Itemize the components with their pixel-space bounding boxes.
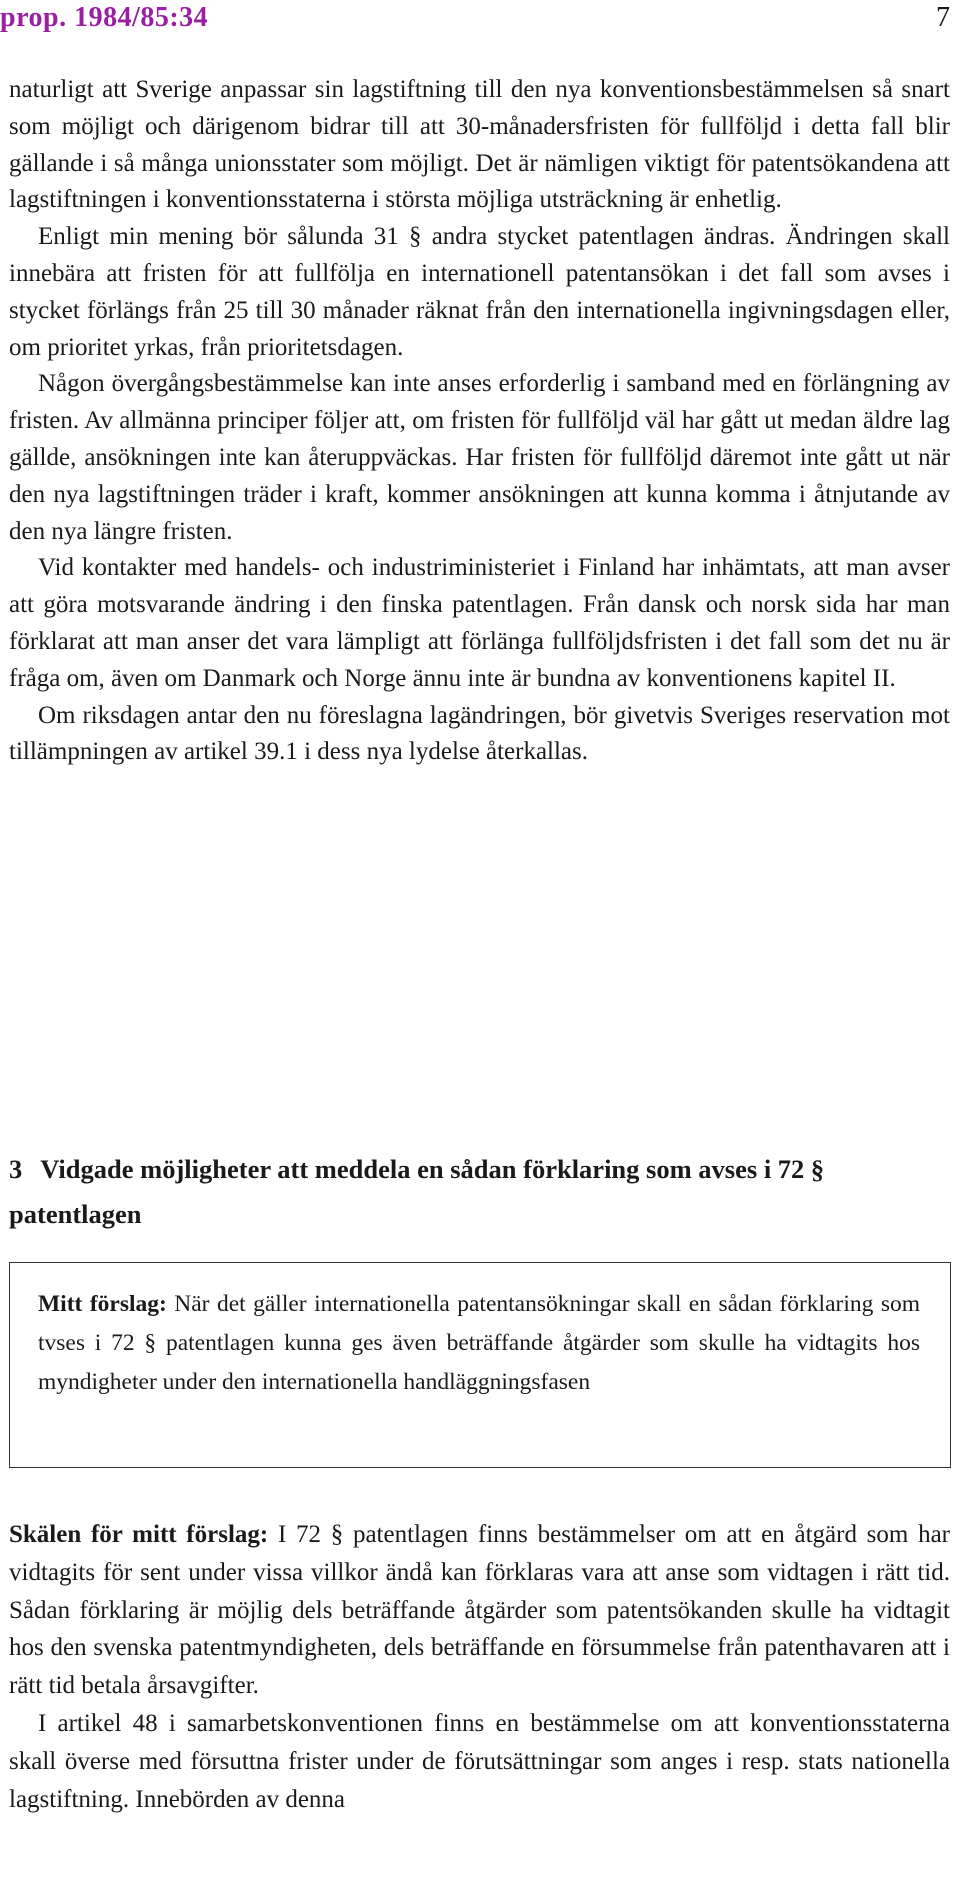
paragraph: naturligt att Sverige anpassar sin lagstiftning till den nya konventionsbestämmelsen så snart som möjligt och därigenom bidrar till att 30-månadersfristen för fullföljd i detta fall blir gällande i så många unionsstater som möjligt. Det är nämligen viktigt för patentsökandena att lagstiftningen i konventionsstaterna i största möjliga utsträckning är enhetlig. [9, 76, 950, 214]
paragraph: Enligt min mening bör sålunda 31 § andra stycket patentlagen ändras. Ändringen skall innebära att fristen för att fullfölja en internationell patentansökan i det fall som avses i stycket förlängs från 25 till 30 månader räknat från den internationella ingivningsdagen eller, om prioritet yrkas, från prioritetsdagen. [9, 223, 950, 361]
paragraph: Någon övergångsbestämmelse kan inte anses erforderlig i samband med en förlängning av fristen. Av allmänna principer följer att, om fristen för fullföljd väl har gått ut medan äldre lag gällde, ansökningen inte kan återuppväckas. Har fristen för fullföljd däremot inte gått ut när den nya lagstiftningen träder i kraft, kommer ansökningen att kunna komma i åtnjutande av den nya längre fristen. [9, 370, 950, 545]
reasons-paragraph: I artikel 48 i samarbetskonventionen finns en bestämmelse om att konventionsstaterna skall överse med försuttna frister under de förutsättningar som anges i resp. stats nationella lagstiftning. Innebörden av denna [9, 1709, 950, 1813]
reasons-label: Skälen för mitt förslag: [9, 1521, 269, 1548]
section-number: 3 [9, 1154, 23, 1184]
document-reference: prop. 1984/85:34 [0, 2, 209, 33]
section-heading [9, 1147, 939, 1237]
section-title: Vidgade möjligheter att meddela en sådan förklaring som avses i 72 § patentlagen [9, 1154, 825, 1229]
proposal-box [9, 1262, 951, 1468]
page-header [0, 2, 960, 42]
paragraph: Om riksdagen antar den nu föreslagna lagändringen, bör givetvis Sveriges reservation mot tillämpningen av artikel 39.1 i dess nya lydelse återkallas. [9, 701, 950, 766]
proposal-label: Mitt förslag: [38, 1291, 167, 1317]
page-number: 7 [936, 2, 950, 33]
reasons-text: I 72 § patentlagen finns bestämmelser om att en åtgärd som har vidtagits för sent under vissa villkor ändå kan förklaras vara att anse som vidtagen i rätt tid. Sådan förklaring är möjlig dels beträffande åtgärder som patentsökanden skulle ha vidtagit hos den svenska patentmyndigheten, dels beträffande en försummelse från patenthavaren att i rätt tid betala årsavgifter. [9, 1521, 950, 1700]
body-text [9, 72, 950, 771]
proposal-text: När det gäller internationella patentansökningar skall en sådan förklaring som tvses i 72 § patentlagen kunna ges även beträffande åtgärder som skulle ha vidtagits hos myndigheter under den internationella handläggningsfasen [38, 1291, 920, 1395]
reasons-paragraph [9, 1516, 950, 1705]
reasons-section [9, 1516, 950, 1818]
paragraph: Vid kontakter med handels- och industriministeriet i Finland har inhämtats, att man avser att göra motsvarande ändring i den finska patentlagen. Från dansk och norsk sida har man förklarat att man anser det vara lämpligt att förlänga fullföljdsfristen i det fall som det nu är fråga om, även om Danmark och Norge ännu inte är bundna av konventionens kapitel II. [9, 554, 950, 692]
